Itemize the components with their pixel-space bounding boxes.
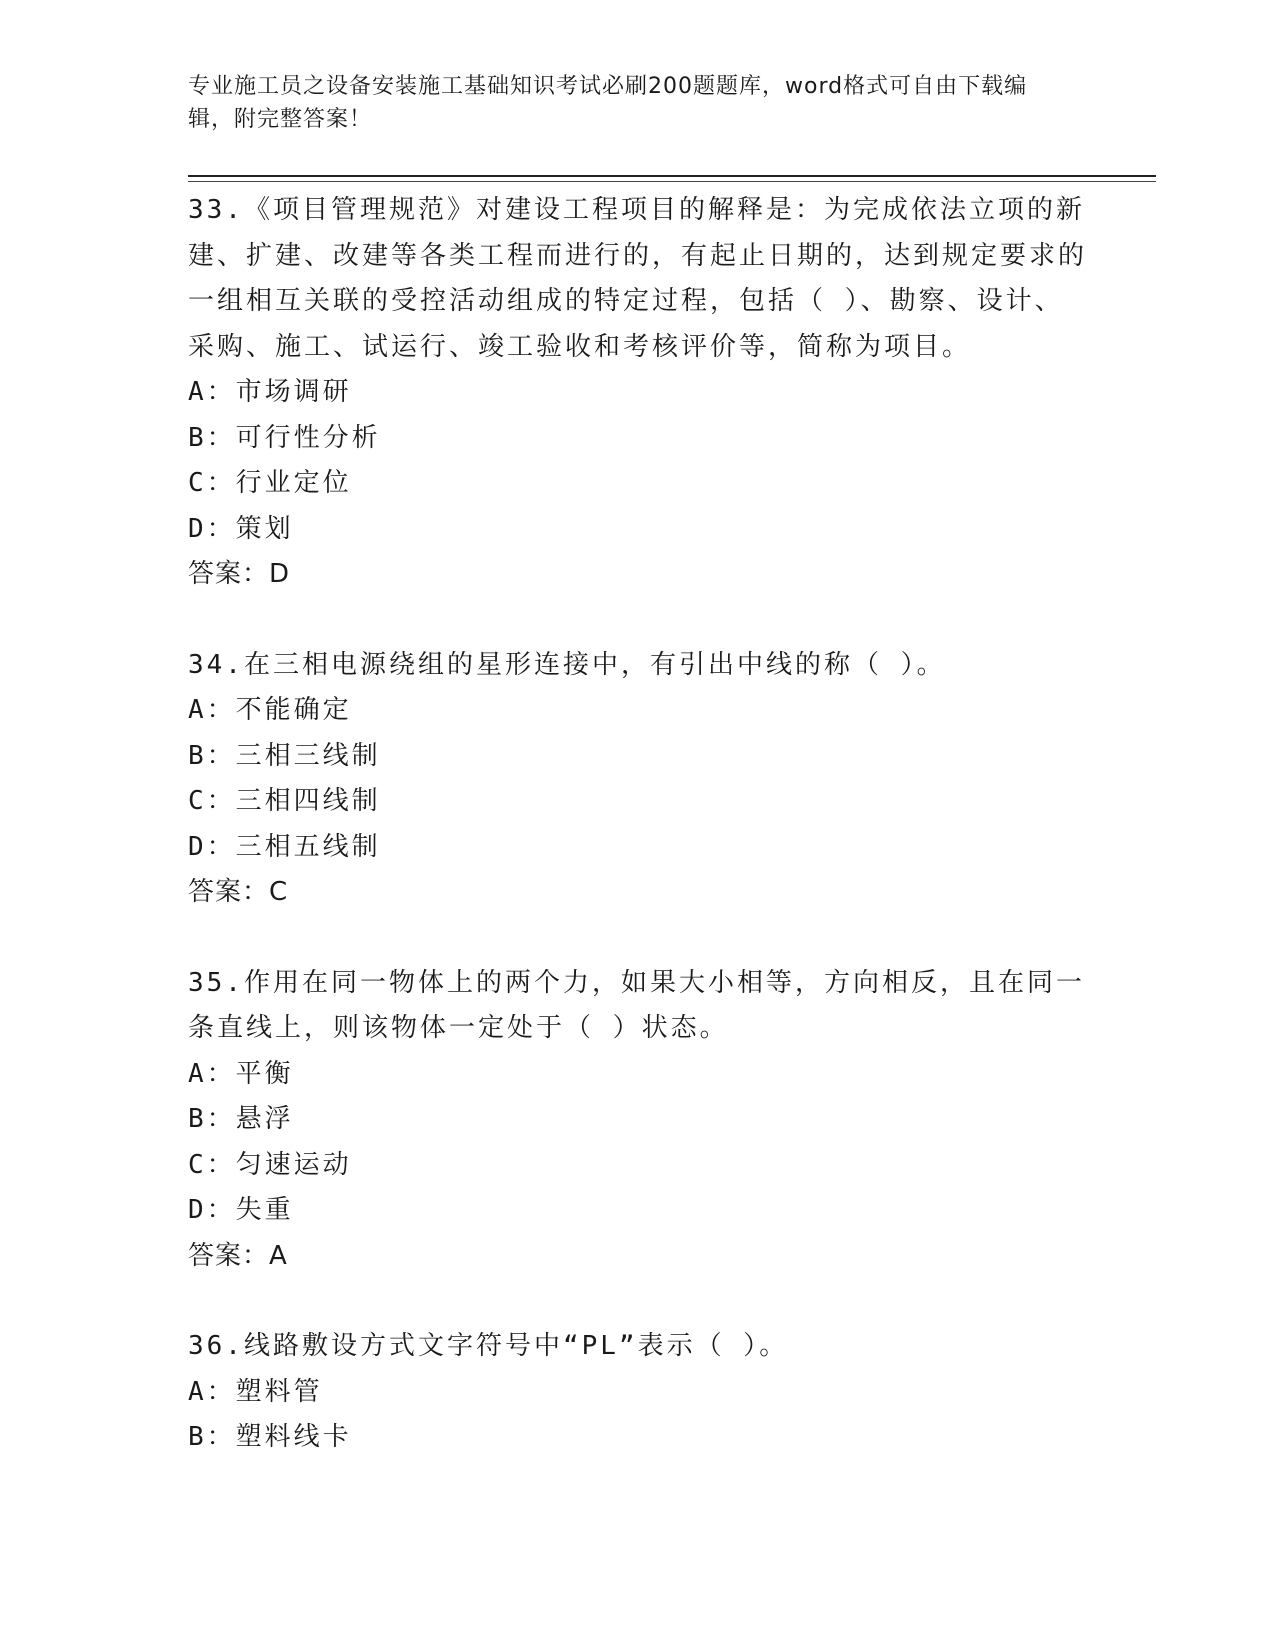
option-c: C：行业定位	[188, 468, 352, 498]
question-list	[188, 188, 1088, 1461]
answer-line: 答案：C	[188, 877, 289, 907]
question-text: 33.《项目管理规范》对建设工程项目的解释是：为完成依法立项的新建、扩建、改建等各类工程而进行的，有起止日期的，达到规定要求的一组相互关联的受控活动组成的特定过程，包括（ ）、勘察、设计、采购、施工、试运行、竣工验收和考核评价等，简称为项目。	[188, 195, 1088, 362]
question-34	[188, 643, 1088, 916]
header-divider-thin	[188, 181, 1156, 182]
document-header: 专业施工员之设备安装施工基础知识考试必刷200题题库，word格式可自由下载编辑，附完整答案！	[188, 74, 1028, 132]
question-text: 35.作用在同一物体上的两个力，如果大小相等，方向相反，且在同一条直线上，则该物体一定处于（ ）状态。	[188, 967, 1085, 1043]
answer-line: 答案：D	[188, 559, 291, 589]
question-35	[188, 961, 1088, 1280]
question-text: 34.在三相电源绕组的星形连接中，有引出中线的称（ ）。	[188, 649, 946, 680]
answer-line: 答案：A	[188, 1240, 288, 1271]
option-c: C：匀速运动	[188, 1149, 352, 1180]
option-b: B：可行性分析	[188, 422, 381, 453]
option-a: A：平衡	[188, 1058, 294, 1089]
question-36	[188, 1324, 1088, 1461]
option-b: B：三相三线制	[188, 740, 381, 771]
option-b: B：悬浮	[188, 1104, 294, 1134]
option-d: D：策划	[188, 513, 294, 544]
question-text: 36.线路敷设方式文字符号中“PL”表示（ ）。	[188, 1331, 789, 1361]
option-a: A：不能确定	[188, 695, 352, 725]
option-b: B：塑料线卡	[188, 1422, 352, 1452]
option-c: C：三相四线制	[188, 786, 381, 816]
option-a: A：塑料管	[188, 1376, 323, 1407]
header-divider-thick	[188, 175, 1156, 177]
option-d: D：失重	[188, 1195, 294, 1225]
question-33	[188, 188, 1088, 598]
option-d: D：三相五线制	[188, 831, 381, 862]
option-a: A：市场调研	[188, 377, 352, 407]
